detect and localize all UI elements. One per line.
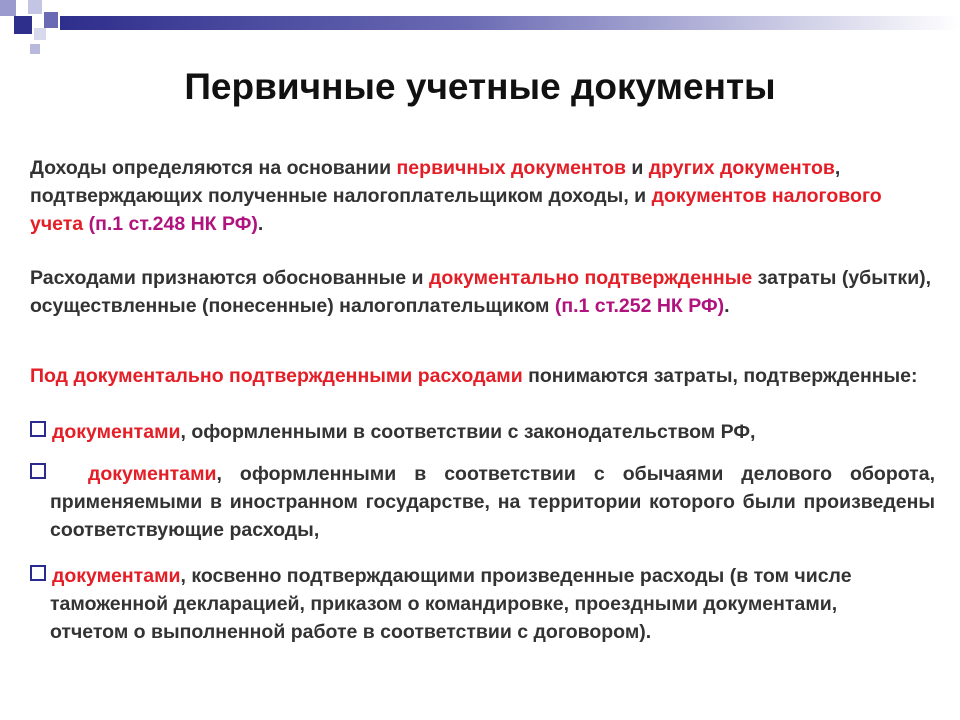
expenses-paragraph <box>30 264 935 320</box>
text: . <box>724 295 730 317</box>
highlight-documented: документально подтвержденные <box>428 267 753 289</box>
text: и <box>625 157 649 179</box>
list-item <box>30 460 935 544</box>
highlight-tax-docs: документов налогового учета <box>30 185 882 235</box>
deco-square <box>34 28 46 40</box>
deco-square <box>0 0 16 16</box>
text: . <box>257 213 264 235</box>
law-reference: (п.1 ст.248 НК РФ) <box>88 213 258 235</box>
checkbox-icon <box>30 463 46 479</box>
highlight-other-docs: других документов <box>648 157 835 179</box>
list-item <box>30 418 935 446</box>
header-gradient-band <box>60 16 960 30</box>
text: понимаются затраты, подтвержденные: <box>522 365 918 387</box>
income-paragraph <box>30 154 935 238</box>
bullet-text: , оформленными в соответствии с обычаями делового оборота, применяемыми в иностранном государстве, на территории которого были произведены соответствующие расходы, <box>50 463 935 541</box>
highlight-documented-expenses: Под документально подтвержденными расходами <box>30 365 523 387</box>
bullet-keyword: документами <box>52 421 181 443</box>
definition-paragraph <box>30 362 935 390</box>
text: Доходы определяются на основании <box>30 157 397 179</box>
deco-square <box>44 12 58 28</box>
checkbox-icon <box>30 421 46 437</box>
deco-square <box>30 44 40 54</box>
deco-square <box>28 0 42 14</box>
text: затраты (убытки), осуществленные (понесенные) налогоплательщиком <box>30 267 932 317</box>
deco-square <box>14 16 32 34</box>
header-decoration <box>0 0 960 60</box>
page-title: Первичные учетные документы <box>184 66 776 107</box>
list-item <box>30 562 910 646</box>
bullet-keyword: документами <box>88 463 217 485</box>
bullet-text: , косвенно подтверждающими произведенные расходы (в том числе таможенной декларацией, приказом о командировке, проездными документами, отчетом о выполненной работе в соответствии с договором). <box>50 565 852 643</box>
bullet-keyword: документами <box>52 565 181 587</box>
highlight-primary-docs: первичных документов <box>396 157 626 179</box>
law-reference: (п.1 ст.252 НК РФ) <box>554 295 725 317</box>
text: Расходами признаются обоснованные и <box>30 267 429 289</box>
checkbox-icon <box>30 565 46 581</box>
bullet-text: , оформленными в соответствии с законодательством РФ, <box>180 421 756 443</box>
text: , подтверждающих полученные налогоплательщиком доходы, и <box>30 157 841 207</box>
